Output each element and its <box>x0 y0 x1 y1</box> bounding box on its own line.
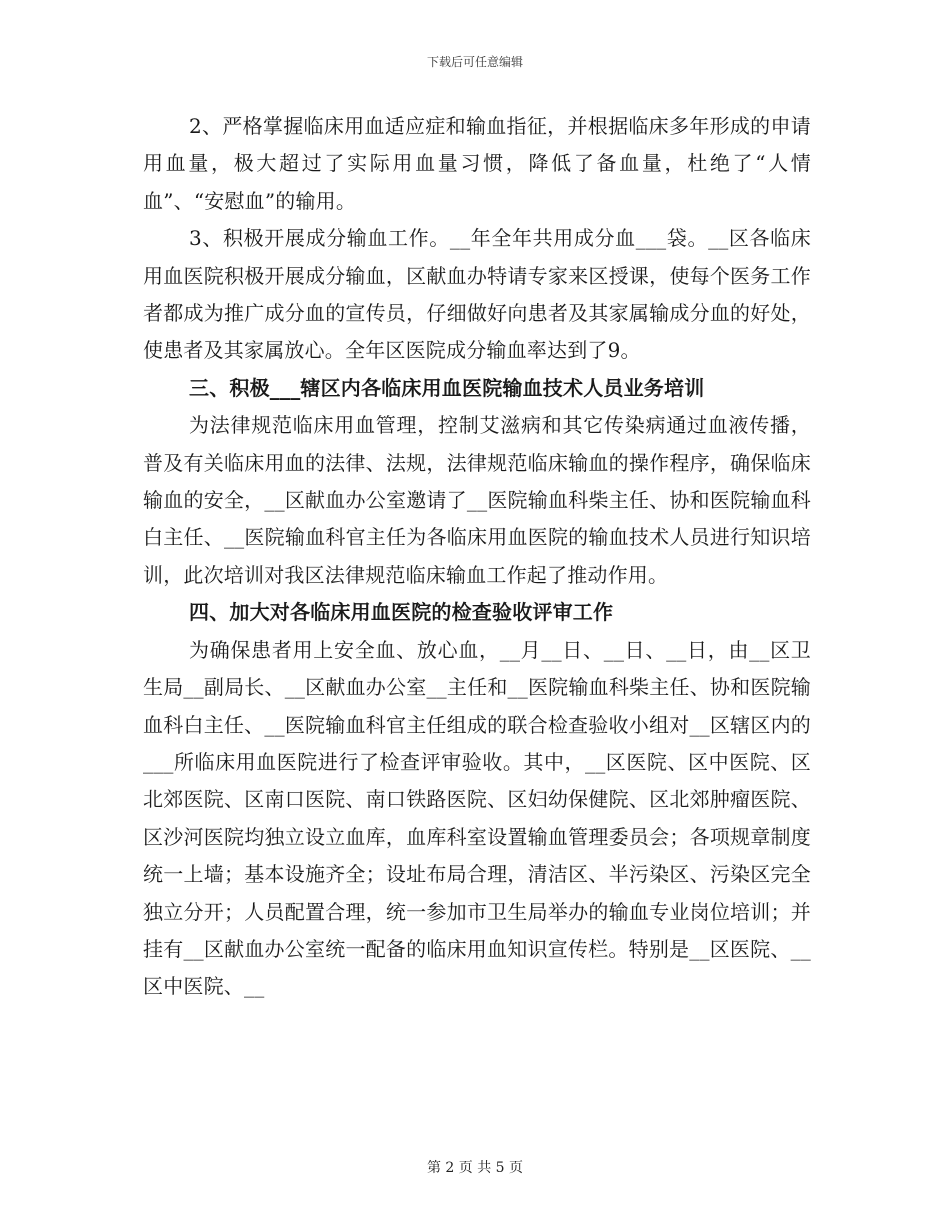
page-header: 下载后可任意编辑 <box>426 55 523 69</box>
paragraph-component-transfusion: 3、积极开展成分输血工作。__年全年共用成分血___袋。__区各临床用血医院积极开展成分输血，区献血办特请专家来区授课，使每个医务工作者都成为推广成分血的宣传员，仔细做好向患者及其家属输成分血的好处，使患者及其家属放心。全年区医院成分输血率达到了9。 <box>143 226 811 363</box>
section-heading-inspection: 四、加大对各临床用血医院的检查验收评审工作 <box>189 600 614 625</box>
paragraph-inspection: 为确保患者用上安全血、放心血，__月__日、__日、__日，由__区卫生局__副局长、__区献血办公室__主任和__医院输血科柴主任、协和医院输血科白主任、__医院输血科官主任组成的联合检查验收小组对__区辖区内的___所临床用血医院进行了检查评审验收。其中，__区医院、区中医院、区北郊医院、区南口医院、南口铁路医院、区妇幼保健院、区北郊肿瘤医院、区沙河医院均独立设立血库，血库科室设置输血管理委员会；各项规章制度统一上墙；基本设施齐全；设址布局合理，清洁区、半污染区、污染区完全独立分开；人员配置合理，统一参加市卫生局举办的输血专业岗位培训；并挂有__区献血办公室统一配备的临床用血知识宣传栏。特别是__区医院、__区中医院、__ <box>143 637 811 999</box>
paragraph-blood-indication: 2、严格掌握临床用血适应症和输血指征，并根据临床多年形成的申请用血量，极大超过了实际用血量习惯，降低了备血量，杜绝了“人情血”、“安慰血”的输用。 <box>143 114 811 213</box>
document-body <box>143 108 811 1006</box>
section-heading-training: 三、积极___辖区内各临床用血医院输血技术人员业务培训 <box>189 375 705 400</box>
paragraph-training: 为法律规范临床用血管理，控制艾滋病和其它传染病通过血液传播，普及有关临床用血的法律、法规，法律规范临床输血的操作程序，确保临床输血的安全，__区献血办公室邀请了__医院输血科柴主任、协和医院输血科白主任、__医院输血科官主任为各临床用血医院的输血技术人员进行知识培训，此次培训对我区法律规范临床输血工作起了推动作用。 <box>143 413 811 587</box>
page-footer: 第 2 页 共 5 页 <box>426 1160 524 1176</box>
